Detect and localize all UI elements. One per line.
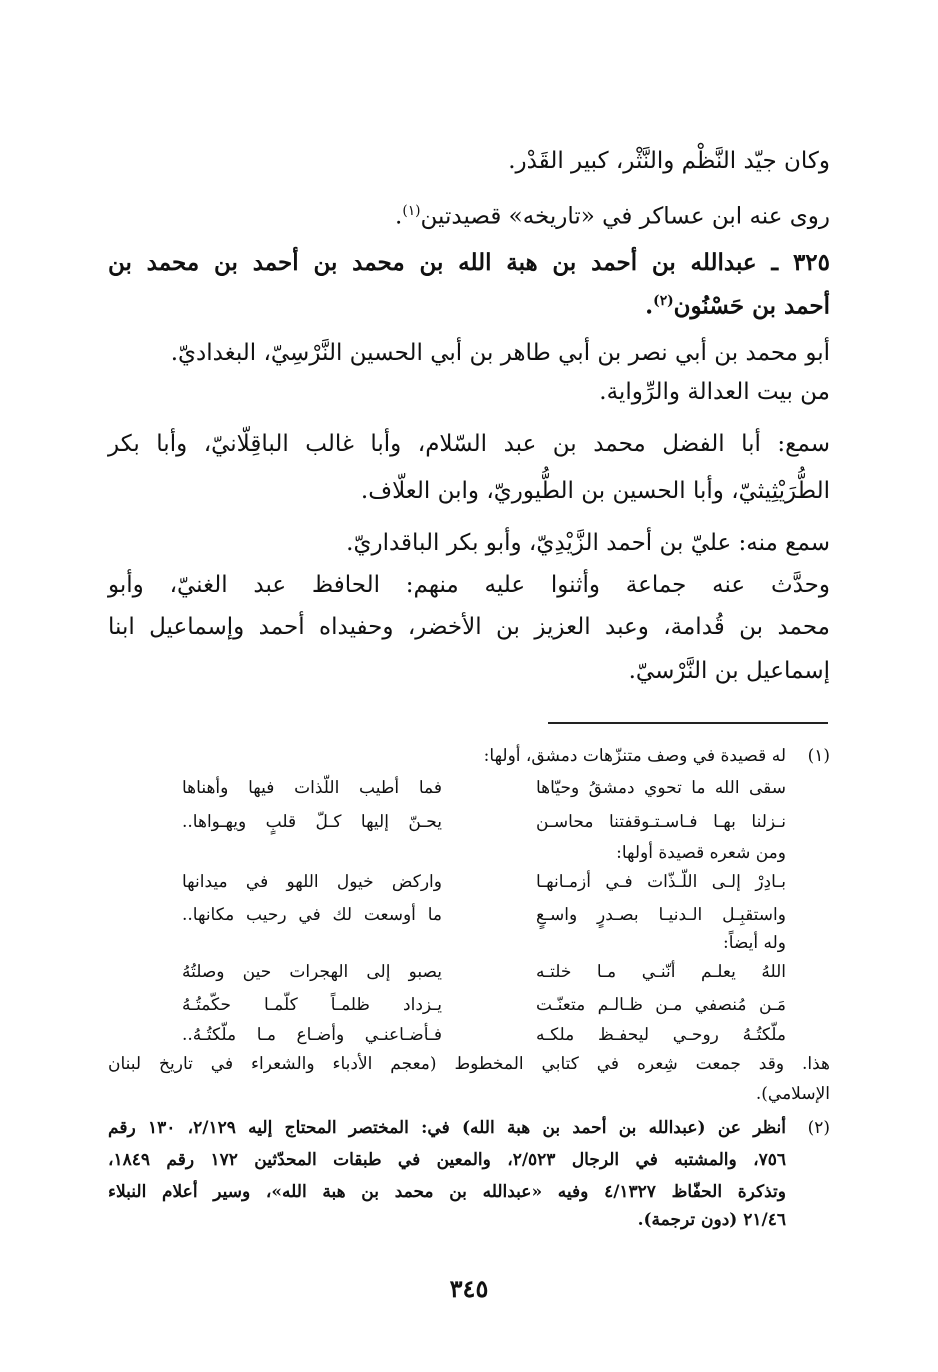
verse-hemistich: ملّكتُـهُ روحـي ليحفـظ ملكـه <box>536 1025 786 1045</box>
verse-hemistich: مَـن مُنصفي مـن ظـالـم متعنّـت <box>536 995 786 1015</box>
entry-heading-cont <box>108 286 830 322</box>
verse-hemistich: واستقبِـل الـدنيـا بصـدرٍ واسـعٍ <box>536 905 786 925</box>
footnote-separator <box>548 722 828 724</box>
verse-hemistich: اللهُ يعلـم أنّنـي مـا خلتـه <box>536 962 786 982</box>
text-line: وكان جيّد النَّظْم والنَّثْر، كبير القَدْر. <box>508 148 830 174</box>
text-line: من بيت العدالة والرِّواية. <box>599 379 830 405</box>
text-line: وحدَّث عنه جماعة وأثنوا عليه منهم: الحافظ عبد الغنيّ، وأبو <box>108 572 830 598</box>
footnote-text: ومن شعره قصيدة أولها: <box>616 843 786 863</box>
footnote-number: (٢) <box>807 1118 830 1138</box>
footnote-text: الإسلامي). <box>755 1084 830 1104</box>
text-segment: . <box>395 203 403 230</box>
entry-heading: ٣٢٥ ـ عبدالله بن أحمد بن هبة الله بن محمد بن أحمد بن محمد بن <box>108 249 830 276</box>
verse-hemistich: فـأضـاعنـي وأضـاع مـا ملّكتُـهُ.. <box>182 1025 442 1045</box>
verse-hemistich: يحـنّ إليها كـلّ قلبٍ ويهـواها.. <box>182 812 442 832</box>
footnote-number: (١) <box>807 746 830 766</box>
verse-hemistich: واركض خيول اللهو في ميدانها <box>182 872 442 892</box>
text-line: إسماعيل بن النَّرْسيّ. <box>628 658 830 684</box>
text-segment: . <box>645 292 654 320</box>
footnote-text: ٢١/٤٦ (دون ترجمة). <box>637 1210 786 1230</box>
verse-hemistich: فما أطيب اللّذات فيها وأهناها <box>182 778 442 798</box>
footnote-text: له قصيدة في وصف متنزّهات دمشق، أولها: <box>483 746 786 766</box>
footnote-text: وتذكرة الحفّاظ ٤/١٣٢٧ وفيه «عبدالله بن محمد بن هبة الله»، وسير أعلام النبلاء <box>108 1182 786 1202</box>
footnote-ref: (١) <box>402 203 421 219</box>
page-number: ٣٤٥ <box>449 1274 489 1303</box>
footnote-text: ٧٥٦، والمشتبه في الرجال ٢/٥٢٣، والمعين في طبقات المحدّثين ١٧٢ رقم ١٨٤٩، <box>108 1150 786 1170</box>
text-line: محمد بن قُدامة، وعبد العزيز بن الأخضر، وحفيداه أحمد وإسماعيل ابنا <box>108 614 830 640</box>
verse-hemistich: بـادِرْ إلـى اللّـذّات فـي أزمـانهـا <box>536 872 786 892</box>
text-line: سمع منه: عليّ بن أحمد الزَّيْدِيّ، وأبو بكر الباقداريّ. <box>346 530 830 556</box>
text-line <box>108 196 830 232</box>
verse-hemistich: يـزداد ظلمـاً كلّمـا حكّمتُـهُ <box>182 995 442 1015</box>
text-line: أبو محمد بن أبي نصر بن أبي طاهر بن أبي الحسين النَّرْسِيّ، البغداديّ. <box>170 340 830 366</box>
text-segment: أحمد بن حَسْنُون <box>673 292 830 320</box>
verse-hemistich: نـزلنا بهـا فـاسـتـوقفتنا محاسـن <box>536 812 786 832</box>
footnote-ref: (٢) <box>653 293 674 309</box>
verse-hemistich: يصبو إلى الهجرات حين وصلتُهُ <box>182 962 442 982</box>
verse-hemistich: ما أوسعت لك في رحيب مكانها.. <box>182 905 442 925</box>
text-line: سمع: أبا الفضل محمد بن عبد السّلام، وأبا غالب الباقِلّانيّ، وأبا بكر <box>108 431 830 457</box>
footnote-text: أنظر عن (عبدالله بن أحمد بن هبة الله) في: المختصر المحتاج إليه ٢/١٢٩، ١٣٠ رقم <box>108 1118 786 1138</box>
text-segment: روى عنه ابن عساكر في «تاريخه» قصيدتين <box>420 203 830 230</box>
text-line: الطُّرَيْثِيثيّ، وأبا الحسين بن الطُّيوريّ، وابن العلّاف. <box>360 478 830 504</box>
footnote-text: وله أيضاً: <box>722 933 786 953</box>
footnote-text: هذا. وقد جمعت شِعره في كتابي المخطوط (معجم الأدباء والشعراء في تاريخ لبنان <box>108 1054 830 1074</box>
verse-hemistich: سقى الله ما تحوي دمشقُ وحيّاها <box>536 778 786 798</box>
